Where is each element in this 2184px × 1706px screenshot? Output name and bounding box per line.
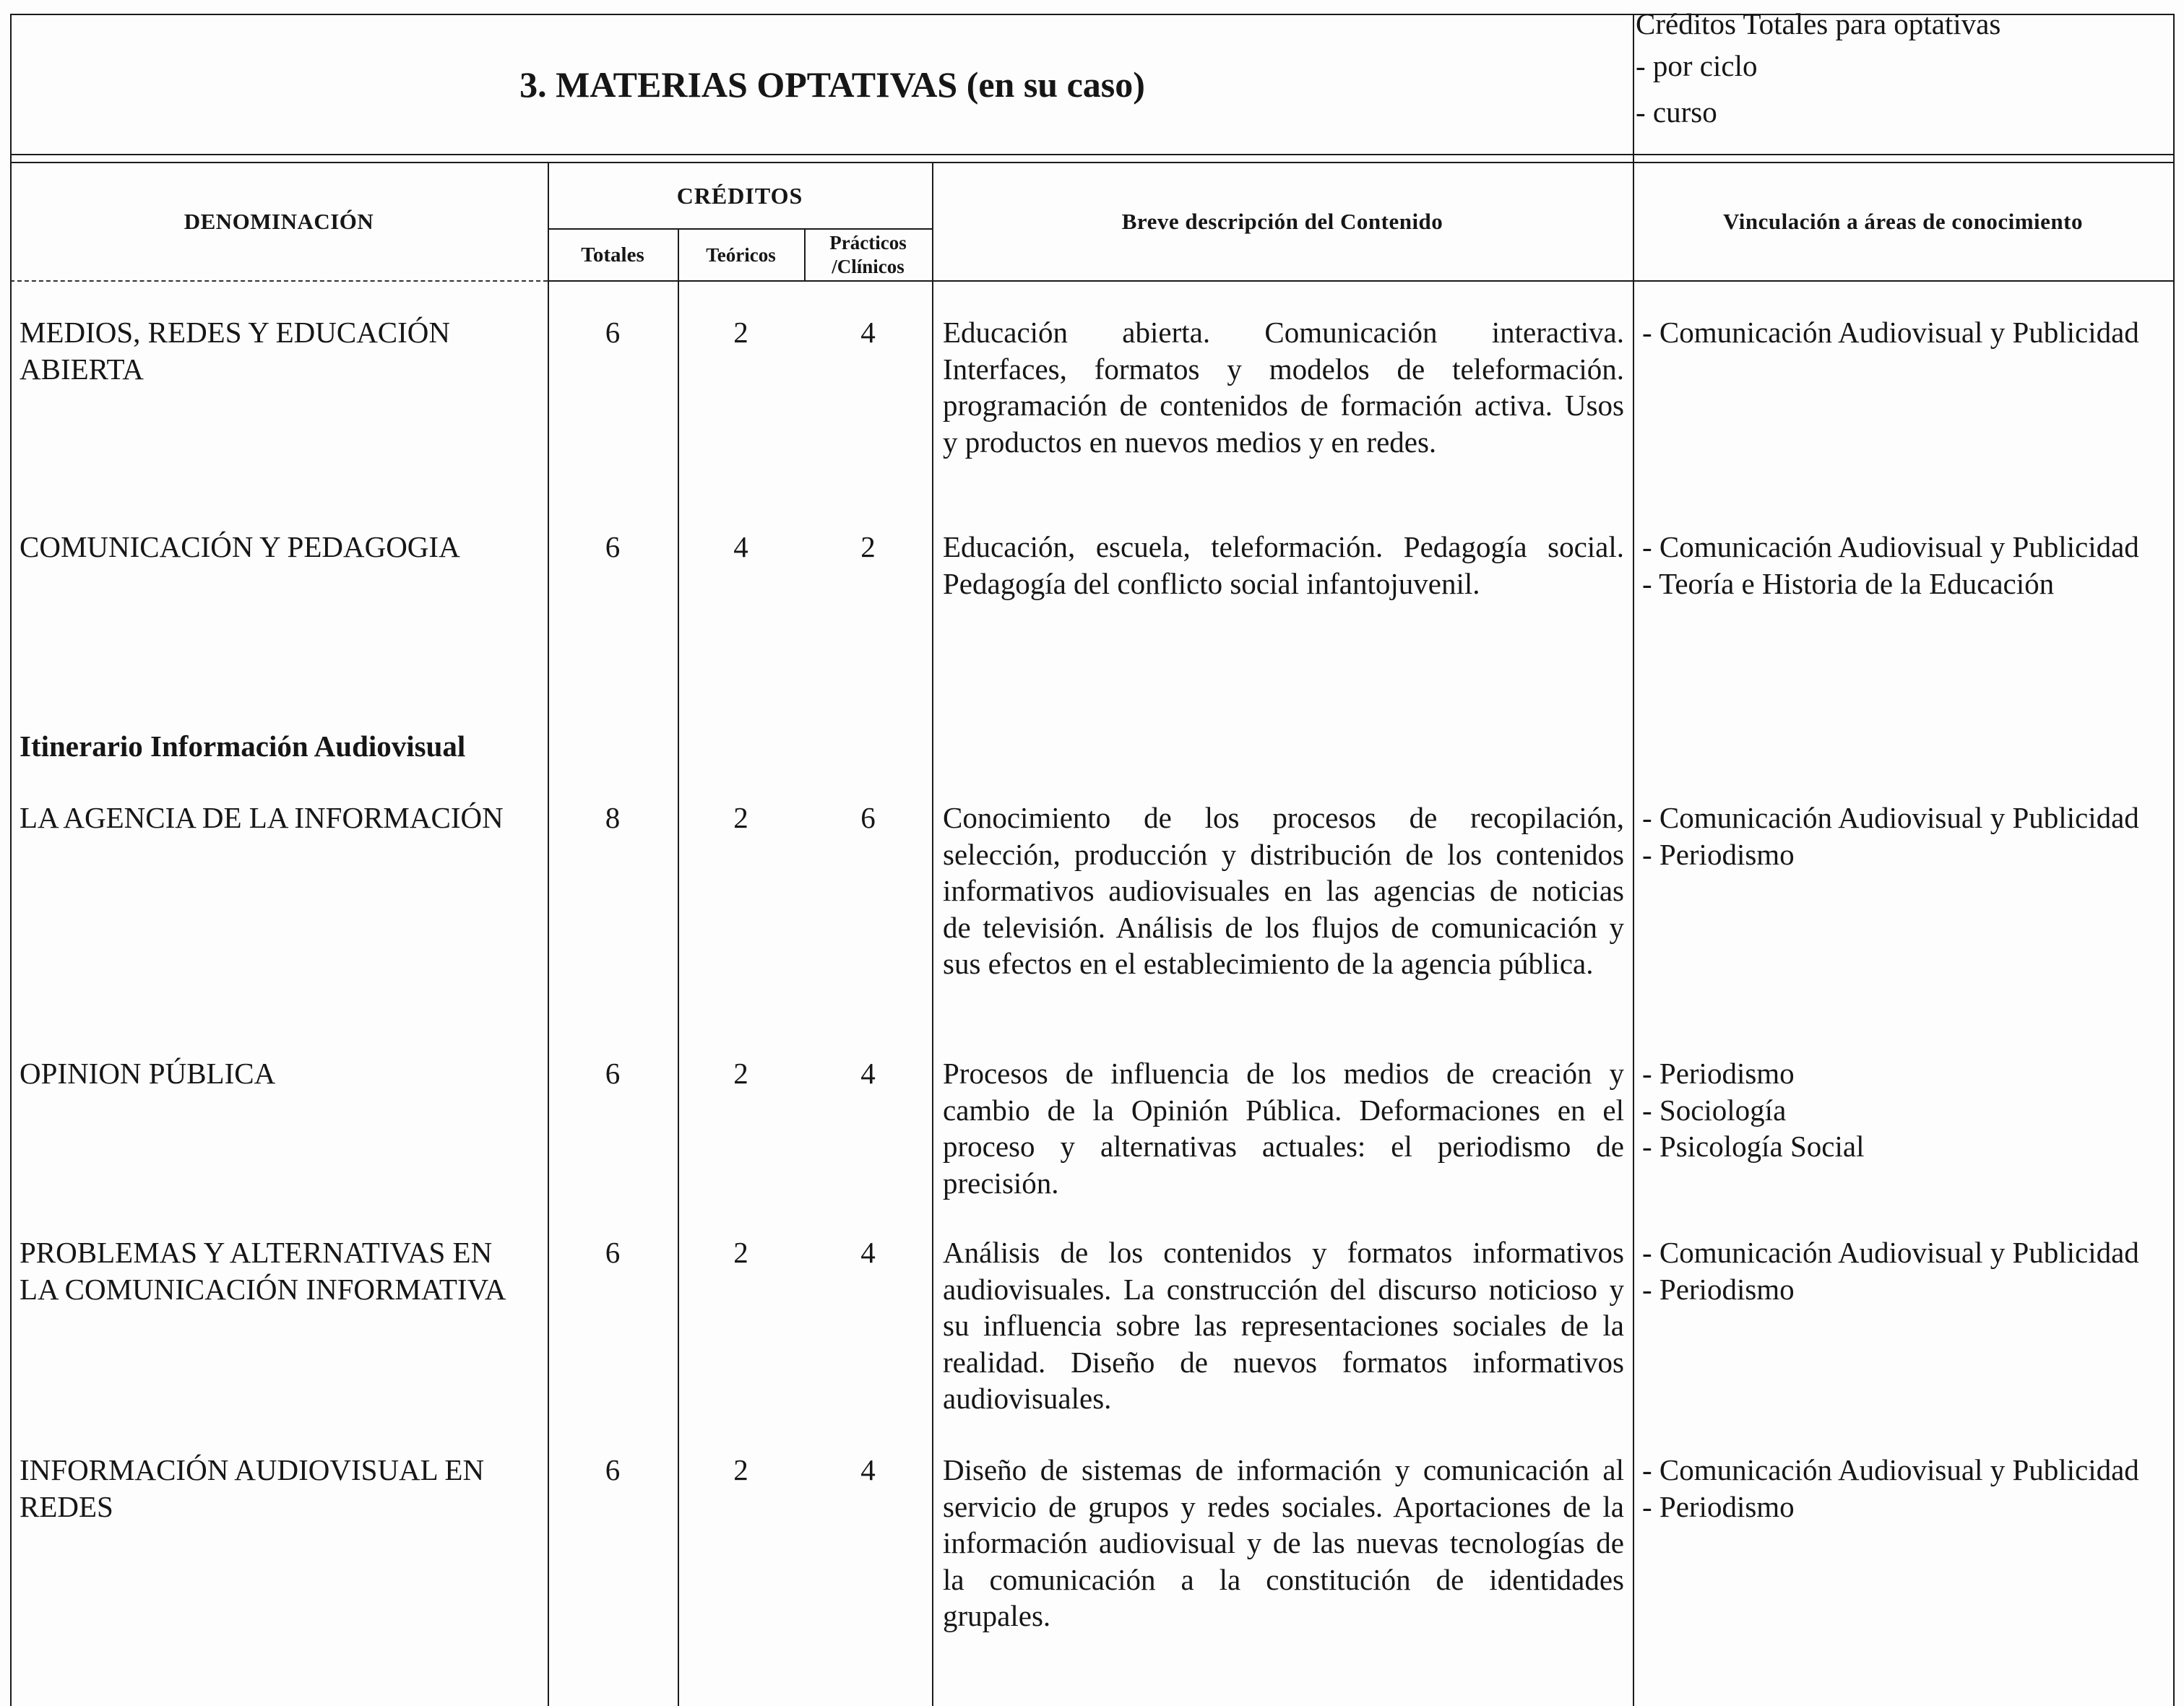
subject-description: [943, 1452, 1624, 1634]
knowledge-area: - Comunicación Audiovisual y Publicidad: [1642, 1453, 2139, 1486]
knowledge-area: - Comunicación Audiovisual y Publicidad: [1642, 316, 2139, 349]
page-title: 3. MATERIAS OPTATIVAS (en su caso): [519, 64, 1145, 105]
description-line: audiovisuales. La construcción del discurso noticioso y: [943, 1272, 1624, 1306]
column-header-theory: [678, 229, 804, 281]
knowledge-area: - Comunicación Audiovisual y Publicidad: [1642, 801, 2139, 834]
credits-theory-value: 2: [733, 1057, 748, 1090]
column-header-total: [548, 229, 678, 281]
description-line: proceso y alternativas actuales: el periodismo de: [943, 1130, 1624, 1163]
description-line: precisión.: [943, 1166, 1059, 1200]
subject-name-line: REDES: [20, 1489, 113, 1523]
knowledge-area: - Teoría e Historia de la Educación: [1642, 566, 2055, 600]
column-header-name: [10, 163, 548, 281]
knowledge-area: - Periodismo: [1642, 1272, 1795, 1306]
column-header-practice: [804, 229, 932, 281]
credits-theory-value: 2: [733, 801, 748, 834]
description-line: servicio de grupos y redes sociales. Aportaciones de la: [943, 1489, 1624, 1523]
subject-description: [943, 1055, 1624, 1201]
subject-description: [943, 314, 1624, 460]
credits-total-value: 6: [605, 1453, 621, 1486]
description-line: y productos en nuevos medios y en redes.: [943, 425, 1437, 459]
column-divider-credits-description: [932, 162, 933, 1706]
credits-total-value: 6: [605, 530, 621, 563]
subject-name-line: INFORMACIÓN AUDIOVISUAL EN: [20, 1453, 485, 1486]
description-line: Conocimiento de los procesos de recopilación,: [943, 801, 1624, 834]
credits-practice-value: 6: [860, 801, 876, 834]
credits-practice-value: 4: [860, 1453, 876, 1486]
credits-total-value: 6: [605, 1057, 621, 1090]
subject-name: [20, 529, 543, 566]
description-line: sus efectos en el establecimiento de la agencia pública.: [943, 947, 1594, 980]
credits-theory-value: 2: [733, 316, 748, 349]
credits-box-per-cycle: - por ciclo: [1636, 49, 1758, 82]
credits-practice-value: 2: [860, 530, 876, 563]
knowledge-area: - Periodismo: [1642, 1489, 1795, 1523]
description-line: realidad. Diseño de nuevos formatos informativos: [943, 1345, 1624, 1379]
knowledge-area: - Sociología: [1642, 1093, 1787, 1127]
credits-theory-value: 4: [733, 530, 748, 563]
knowledge-area: - Periodismo: [1642, 1057, 1795, 1090]
knowledge-areas: [1642, 314, 2170, 351]
description-line: su influencia sobre las representaciones sociales de la: [943, 1309, 1624, 1342]
subject-name-line: OPINION PÚBLICA: [20, 1057, 276, 1090]
subject-name: [20, 314, 543, 387]
subject-name-line: COMUNICACIÓN Y PEDAGOGIA: [20, 530, 460, 563]
description-line: informativos audiovisuales en las agencias de noticias: [943, 874, 1624, 907]
description-line: Educación, escuela, teleformación. Pedagogía social.: [943, 530, 1624, 563]
description-line: programación de contenidos de formación activa. Usos: [943, 389, 1624, 422]
subject-name-line: PROBLEMAS Y ALTERNATIVAS EN: [20, 1236, 493, 1269]
description-line: información audiovisual y de las nuevas tecnologías de: [943, 1526, 1624, 1559]
itinerary-section-title: Itinerario Información Audiovisual: [20, 729, 466, 763]
description-line: Educación abierta. Comunicación interactiva.: [943, 316, 1624, 349]
subject-name-line: MEDIOS, REDES Y EDUCACIÓN: [20, 316, 451, 349]
subject-description: [943, 1234, 1624, 1417]
description-line: audiovisuales.: [943, 1382, 1112, 1415]
subject-name-line: ABIERTA: [20, 352, 144, 386]
credits-total-value: 6: [605, 1236, 621, 1269]
column-header-theory-label: Teóricos: [706, 243, 776, 266]
description-line: de televisión. Análisis de los flujos de comunicación y: [943, 910, 1624, 944]
description-line: Diseño de sistemas de información y comunicación al: [943, 1453, 1624, 1486]
column-header-description: [932, 163, 1633, 281]
subject-name: [20, 1055, 543, 1092]
subject-description: [943, 529, 1624, 602]
description-line: selección, producción y distribución de los contenidos: [943, 837, 1624, 871]
credits-theory-value: 2: [733, 1236, 748, 1269]
column-header-practice-line2: /Clínicos: [832, 256, 905, 277]
credits-practice-value: 4: [860, 1057, 876, 1090]
subject-name: [20, 1234, 543, 1307]
credits-theory-value: 2: [733, 1453, 748, 1486]
credits-total-value: 6: [605, 316, 621, 349]
subject-name: [20, 1452, 543, 1525]
column-header-credits-label: CRÉDITOS: [676, 182, 803, 209]
description-line: Procesos de influencia de los medios de creación y: [943, 1057, 1624, 1090]
description-line: la comunicación a la constitución de identidades: [943, 1562, 1624, 1596]
knowledge-area: - Psicología Social: [1642, 1130, 1865, 1163]
column-header-areas: [1633, 163, 2173, 281]
credits-total-value: 8: [605, 801, 621, 834]
description-line: Interfaces, formatos y modelos de teleformación.: [943, 352, 1624, 386]
knowledge-areas: [1642, 529, 2170, 602]
description-line: Análisis de los contenidos y formatos informativos: [943, 1236, 1624, 1269]
subject-description: [943, 800, 1624, 982]
credits-practice-value: 4: [860, 316, 876, 349]
knowledge-areas: [1642, 1055, 2170, 1165]
subject-name-line: LA AGENCIA DE LA INFORMACIÓN: [20, 801, 504, 834]
subject-name: [20, 800, 543, 836]
column-header-credits: [548, 163, 932, 229]
description-line: Pedagogía del conflicto social infantojuvenil.: [943, 566, 1480, 600]
column-header-total-label: Totales: [581, 243, 644, 267]
subject-name-line: LA COMUNICACIÓN INFORMATIVA: [20, 1272, 506, 1306]
credits-box-label: Créditos Totales para optativas: [1636, 7, 2001, 40]
knowledge-area: - Periodismo: [1642, 837, 1795, 871]
knowledge-areas: [1642, 800, 2170, 873]
description-line: cambio de la Opinión Pública. Deformaciones en el: [943, 1093, 1624, 1127]
description-line: grupales.: [943, 1599, 1051, 1632]
knowledge-areas: [1642, 1234, 2170, 1307]
column-header-practice-line1: Prácticos: [829, 232, 907, 254]
credits-box-per-course: - curso: [1636, 95, 1717, 129]
column-header-name-label: DENOMINACIÓN: [184, 209, 374, 234]
credits-practice-value: 4: [860, 1236, 876, 1269]
knowledge-area: - Comunicación Audiovisual y Publicidad: [1642, 530, 2139, 563]
knowledge-areas: [1642, 1452, 2170, 1525]
column-header-description-label: Breve descripción del Contenido: [1121, 209, 1443, 234]
knowledge-area: - Comunicación Audiovisual y Publicidad: [1642, 1236, 2139, 1269]
column-header-areas-label: Vinculación a áreas de conocimiento: [1723, 209, 2083, 234]
table-right-border: [2173, 14, 2175, 1706]
